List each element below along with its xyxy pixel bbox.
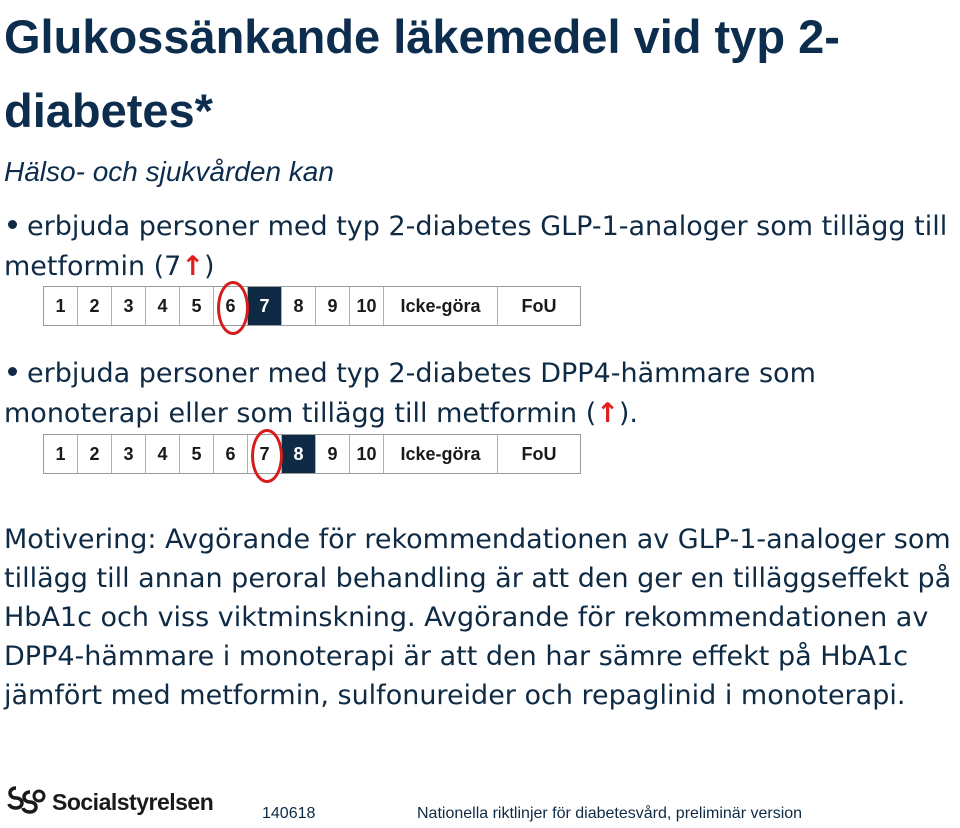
arrow-up-icon: ↑: [181, 251, 204, 282]
recommendation-text-end: ).: [618, 398, 638, 429]
recommendation-text-end: ): [203, 251, 215, 282]
scale-cell-5: 5: [180, 287, 214, 325]
socialstyrelsen-logo-icon: [6, 784, 48, 820]
recommendation-dpp4: [4, 354, 959, 434]
scale-cell-fou: FoU: [521, 443, 557, 464]
bullet-icon: [8, 220, 17, 229]
scale-cell-7: 7: [248, 287, 282, 325]
scale-cell-6: 6: [214, 287, 248, 325]
scale-cell-4: 4: [146, 287, 180, 325]
scale-cell-8: 8: [282, 435, 316, 473]
footer-text: Nationella riktlinjer för diabetesvård, preliminär version: [417, 805, 803, 822]
scale-cell-3: 3: [112, 435, 146, 473]
priority-scale: [43, 286, 581, 326]
arrow-up-icon: ↑: [596, 398, 619, 429]
scale-cell-10: 10: [350, 435, 384, 473]
scale-cell-2: 2: [78, 435, 112, 473]
recommendation-text: erbjuda personer med typ 2-diabetes DPP4-hämmare som monoterapi eller som tillägg till metformin (: [4, 358, 816, 429]
logo-text: Socialstyrelsen: [52, 788, 214, 815]
scale-cell-1: 1: [44, 435, 78, 473]
footer-date: 140618: [262, 805, 316, 822]
scale-cell-fou: FoU: [521, 295, 557, 316]
scale-cell-9: 9: [316, 287, 350, 325]
bullet-icon: [8, 367, 17, 376]
scale-cell-2: 2: [78, 287, 112, 325]
scale-cell-icke-gora: Icke-göra: [384, 287, 498, 325]
subtitle: Hälso- och sjukvården kan: [4, 156, 334, 187]
scale-cell-icke-gora: Icke-göra: [384, 435, 498, 473]
priority-scale: [43, 434, 581, 474]
scale-cell-8: 8: [282, 287, 316, 325]
scale-cell-6: 6: [214, 435, 248, 473]
recommendation-text: erbjuda personer med typ 2-diabetes GLP-1-analoger som tillägg till metformin (7: [4, 211, 948, 282]
scale-cell-7: 7: [248, 435, 282, 473]
scale-cell-9: 9: [316, 435, 350, 473]
recommendation-glp1: [4, 207, 959, 287]
scale-cell-1: 1: [44, 287, 78, 325]
page-title: Glukossänkande läkemedel vid typ 2-diabetes*: [4, 10, 840, 137]
red-circle-marker: [251, 429, 283, 483]
scale-cell-5: 5: [180, 435, 214, 473]
scale-cell-3: 3: [112, 287, 146, 325]
scale-cell-10: 10: [350, 287, 384, 325]
motivation-text: Motivering: Avgörande för rekommendationen av GLP-1-analoger som tillägg till annan peroral behandling är att den ger en tilläggseffekt på HbA1c och viss viktminskning. Avgörande för rekommendationen av DPP4-hämmare i monoterapi är att den har sämre effekt på HbA1c jämfört med metformin, sulfonureider och repaglinid i monoterapi.: [4, 524, 952, 711]
red-circle-marker: [217, 281, 249, 335]
socialstyrelsen-logo: [6, 784, 213, 820]
scale-cell-4: 4: [146, 435, 180, 473]
